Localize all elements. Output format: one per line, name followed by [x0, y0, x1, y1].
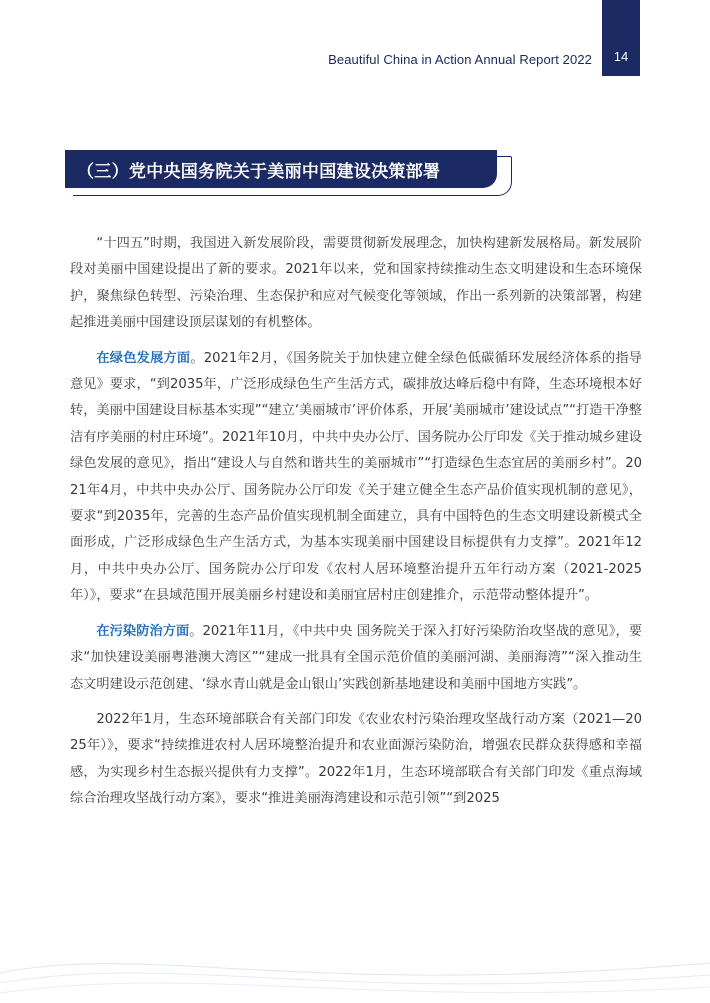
decorative-wave: [0, 903, 710, 1003]
paragraph-text: “十四五”时期，我国进入新发展阶段，需要贯彻新发展理念，加快构建新发展格局。新发展阶段对美丽中国建设提出了新的要求。2021年以来，党和国家持续推动生态文明建设和生态环境保护，聚焦绿色转型、污染治理、生态保护和应对气候变化等领域，作出一系列新的决策部署，构建起推进美丽中国建设顶层谋划的有机整体。: [70, 236, 642, 331]
section-heading: （三）党中央国务院关于美丽中国建设决策部署: [77, 161, 441, 182]
paragraph-pollution-control: [70, 619, 642, 698]
section-heading-banner: [65, 150, 515, 196]
paragraph-lead: 在绿色发展方面: [96, 350, 191, 366]
page-number: 14: [613, 49, 629, 64]
paragraph-text: 。2021年2月，《国务院关于加快建立健全绿色低碳循环发展经济体系的指导意见》要求，“到2035年，广泛形成绿色生产生活方式，碳排放达峰后稳中有降，生态环境根本好转，美丽中国建设目标基本实现”“建立‘美丽城市’评价体系，开展‘美丽城市’建设试点”“打造干净整洁有序美丽的村庄环境”。2021年10月，中共中央办公厅、国务院办公厅印发《关于推动城乡建设绿色发展的意见》，指出“建设人与自然和谐共生的美丽城市”“打造绿色生态宜居的美丽乡村”。2021年4月，中共中央办公厅、国务院办公厅印发《关于建立健全生态产品价值实现机制的意见》，要求“到2035年，完善的生态产品价值实现机制全面建立，具有中国特色的生态文明建设新模式全面形成，广泛形成绿色生产生活方式，为基本实现美丽中国建设目标提供有力支撑”。2021年12月，中共中央办公厅、国务院办公厅印发《农村人居环境整治提升五年行动方案（2021-2025年）》，要求“在县域范围开展美丽乡村建设和美丽宜居村庄创建推介，示范带动整体提升”。: [70, 350, 642, 604]
paragraph-green-development: [70, 346, 642, 610]
paragraph-lead: 在污染防治方面: [96, 623, 190, 639]
body-text: [70, 231, 642, 822]
report-title: Beautiful China in Action Annual Report 2022: [328, 52, 592, 67]
paragraph-text: 2022年1月，生态环境部联合有关部门印发《农业农村污染治理攻坚战行动方案（2021—2025年）》，要求“持续推进农村人居环境整治提升和农业面源污染防治，增强农民群众获得感和幸福感，为实现乡村生态振兴提供有力支撑”。2022年1月，生态环境部联合有关部门印发《重点海域综合治理攻坚战行动方案》，要求“推进美丽海湾建设和示范引领”“到2025: [70, 711, 642, 807]
paragraph-intro: [70, 231, 642, 337]
paragraph-text: 。2021年11月，《中共中央 国务院关于深入打好污染防治攻坚战的意见》，要求“加快建设美丽粤港澳大湾区”“建成一批具有全国示范价值的美丽河湖、美丽海湾”“深入推动生态文明建设示范创建、‘绿水青山就是金山银山’实践创新基地建设和美丽中国地方实践”。: [70, 623, 643, 692]
heading-bar: [65, 150, 497, 188]
paragraph-2022-plans: [70, 707, 642, 813]
page-number-tab: [602, 0, 640, 76]
